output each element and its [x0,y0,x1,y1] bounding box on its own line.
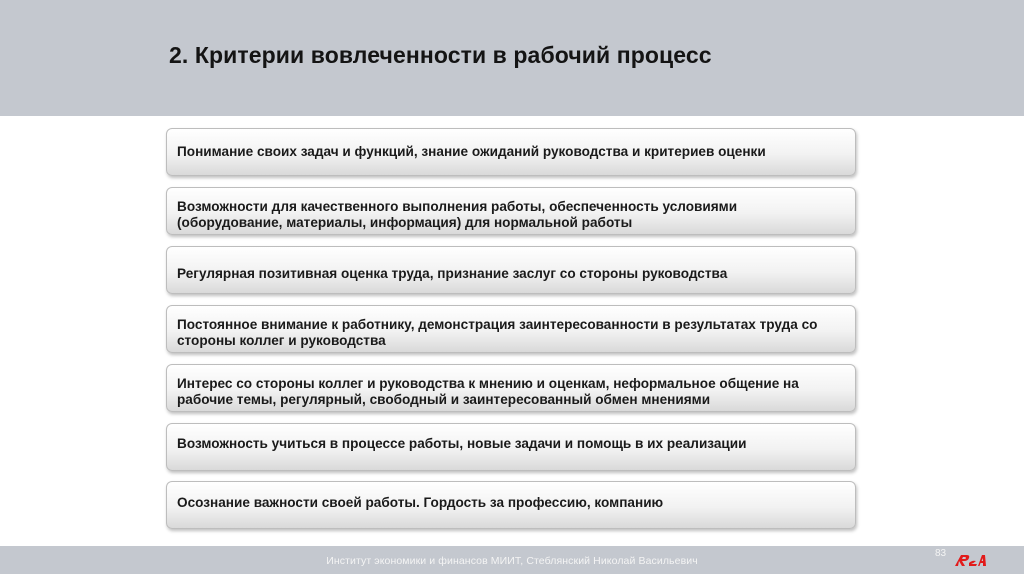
criterion-text: Осознание важности своей работы. Гордость за профессию, компанию [177,495,664,510]
criterion-item [166,305,856,353]
criterion-item [166,481,856,529]
criterion-item [166,423,856,471]
rzd-logo-icon [952,550,988,570]
criterion-text: Возможности для качественного выполнения работы, обеспеченность условиями (оборудование, материалы, информация) для нормальной работы [177,199,738,230]
criterion-text: Регулярная позитивная оценка труда, признание заслуг со стороны руководства [177,266,728,281]
criterion-text: Понимание своих задач и функций, знание ожиданий руководства и критериев оценки [177,144,766,159]
slide-title: 2. Критерии вовлеченности в рабочий процесс [169,42,712,68]
page-number: 83 [935,548,947,559]
criterion-item [166,128,856,176]
criterion-item [166,364,856,412]
criterion-text: Интерес со стороны коллег и руководства к мнению и оценкам, неформальное общение на рабочие темы, регулярный, свободный и заинтересованный обмен мнениями [177,376,799,407]
criterion-text: Возможность учиться в процессе работы, новые задачи и помощь в их реализации [177,436,747,451]
criterion-item [166,187,856,235]
footer-author-text: Институт экономики и финансов МИИТ, Стеблянский Николай Васильевич [326,555,698,567]
criterion-text: Постоянное внимание к работнику, демонстрация заинтересованности в результатах труда со стороны коллег и руководства [177,317,818,348]
criterion-item [166,246,856,294]
